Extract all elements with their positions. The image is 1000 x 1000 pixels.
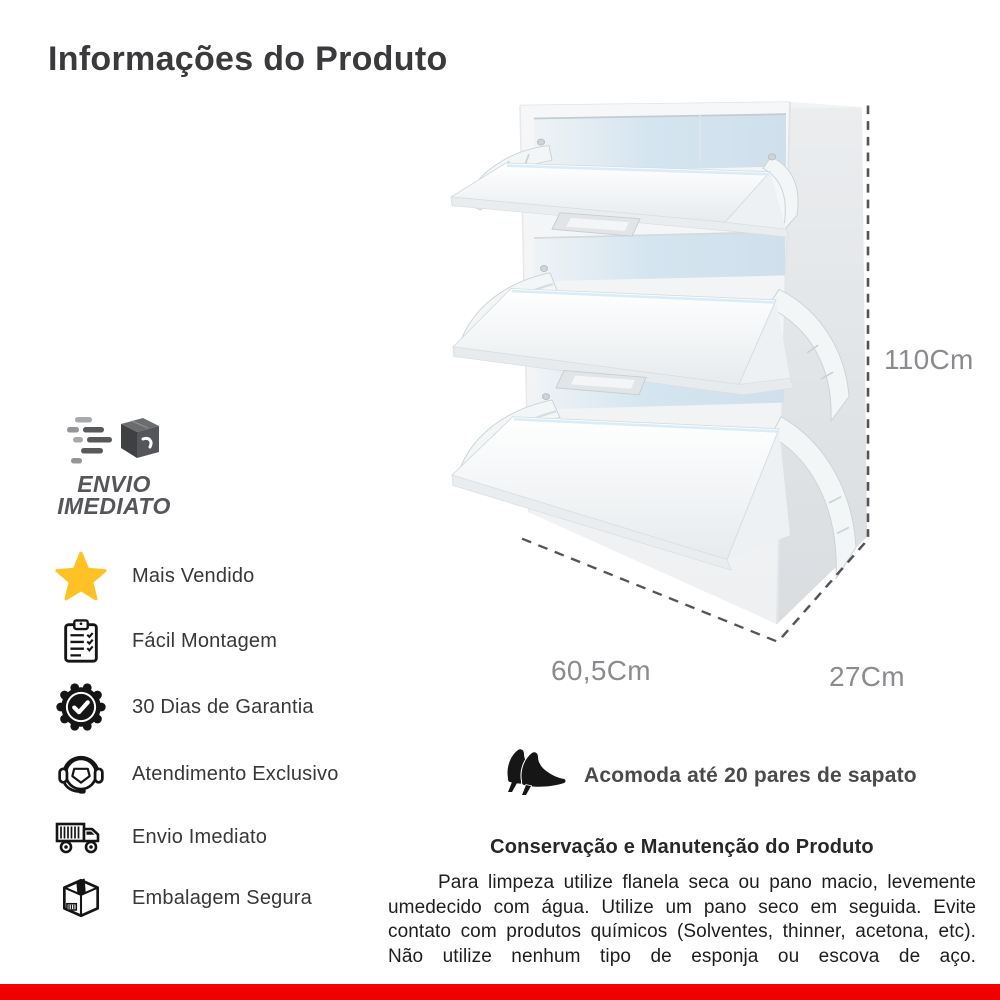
delivery-truck-icon [54,811,108,863]
clipboard-checklist-icon [54,615,108,667]
bottom-accent-bar [0,984,1000,1000]
feature-label: Fácil Montagem [132,629,278,652]
feature-exclusive-support [54,748,339,800]
height-dimension-label: 110Cm [884,344,974,375]
page-title: Informações do Produto [48,40,448,78]
feature-immediate-shipping [54,811,267,863]
star-icon [54,550,108,602]
feature-secure-packaging [54,872,312,924]
warranty-badge-check-icon [54,681,108,733]
width-dimension-label: 60,5Cm [551,655,651,686]
depth-dimension-label: 27Cm [829,661,905,692]
feature-easy-assembly [54,615,277,667]
package-box-icon [54,872,108,924]
shoe-cabinet-photo [420,95,880,740]
headset-support-icon [54,748,108,800]
care-heading: Conservação e Manutenção do Produto [490,836,874,858]
capacity-text: Acomoda até 20 pares de sapato [584,764,917,787]
logo-line-2: IMEDIATO [57,493,171,519]
feature-warranty [54,681,314,733]
capacity-row [500,744,917,796]
feature-label: Embalagem Segura [132,886,312,909]
feature-label: 30 Dias de Garantia [132,695,314,718]
feature-best-seller [54,550,254,602]
care-body: Para limpeza utilize flanela seca ou pano macio, levemente umedecido com água. Utilize um pano seco em seguida. Evite contato com produtos químicos (Solventes, thinner, acetona, etc). Não utilize nenhum tipo de esponja ou escova de aço. [388,872,976,967]
high-heels-icon [500,744,566,796]
feature-label: Mais Vendido [132,564,255,587]
feature-label: Atendimento Exclusivo [132,762,339,785]
logo-line-1: ENVIO [77,471,151,497]
fast-shipping-box-icon [67,412,161,468]
fast-shipping-logo [40,412,188,517]
feature-label: Envio Imediato [132,825,268,848]
care-section [388,836,976,969]
fast-shipping-logo-text [40,473,188,517]
